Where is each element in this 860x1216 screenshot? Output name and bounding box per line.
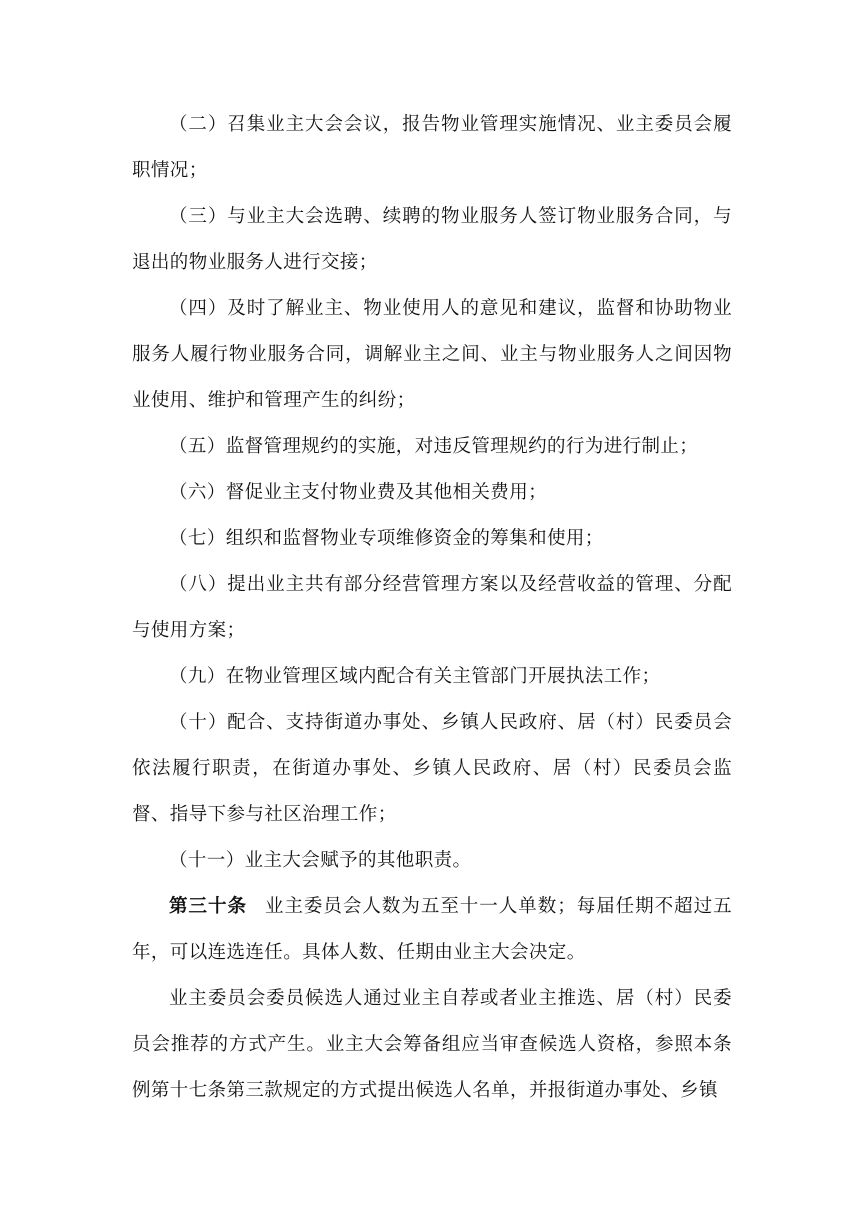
paragraph-text: （五）监督管理规约的实施，对违反管理规约的行为进行制止； xyxy=(169,436,699,457)
paragraph-text: （二）召集业主大会会议，报告物业管理实施情况、业主委员会履职情况； xyxy=(132,114,732,181)
paragraph-text: （十一）业主大会赋予的其他职责。 xyxy=(169,850,472,871)
paragraph-text: （六）督促业主支付物业费及其他相关费用； xyxy=(169,482,548,503)
article-heading: 第三十条 xyxy=(169,896,247,917)
article-30-paragraph-2 xyxy=(132,976,732,1114)
article-30-paragraph xyxy=(132,884,732,976)
paragraph-text: （十）配合、支持街道办事处、乡镇人民政府、居（村）民委员会依法履行职责，在街道办事处、乡镇人民政府、居（村）民委员会监督、指导下参与社区治理工作； xyxy=(132,712,732,825)
paragraph-text: （七）组织和监督物业专项维修资金的筹集和使用； xyxy=(169,528,604,549)
paragraph-text: （三）与业主大会选聘、续聘的物业服务人签订物业服务合同，与退出的物业服务人进行交接； xyxy=(132,206,732,273)
paragraph-item-10 xyxy=(132,700,732,838)
paragraph-item-8 xyxy=(132,562,732,654)
paragraph-item-6 xyxy=(132,470,732,516)
paragraph-item-4 xyxy=(132,286,732,424)
paragraph-item-2 xyxy=(132,102,732,194)
paragraph-item-9 xyxy=(132,654,732,700)
paragraph-text: （九）在物业管理区域内配合有关主管部门开展执法工作； xyxy=(169,666,661,687)
document-body xyxy=(132,102,732,1114)
paragraph-text: （八）提出业主共有部分经营管理方案以及经营收益的管理、分配与使用方案； xyxy=(132,574,732,641)
paragraph-item-5 xyxy=(132,424,732,470)
paragraph-item-7 xyxy=(132,516,732,562)
paragraph-text: 业主委员会人数为五至十一人单数；每届任期不超过五年，可以连选连任。具体人数、任期由业主大会决定。 xyxy=(132,896,732,963)
paragraph-text: 业主委员会委员候选人通过业主自荐或者业主推选、居（村）民委员会推荐的方式产生。业主大会筹备组应当审查候选人资格，参照本条例第十七条第三款规定的方式提出候选人名单，并报街道办事处、乡镇 xyxy=(132,988,732,1101)
paragraph-item-3 xyxy=(132,194,732,286)
paragraph-text: （四）及时了解业主、物业使用人的意见和建议，监督和协助物业服务人履行物业服务合同，调解业主之间、业主与物业服务人之间因物业使用、维护和管理产生的纠纷； xyxy=(132,298,732,411)
paragraph-item-11 xyxy=(132,838,732,884)
